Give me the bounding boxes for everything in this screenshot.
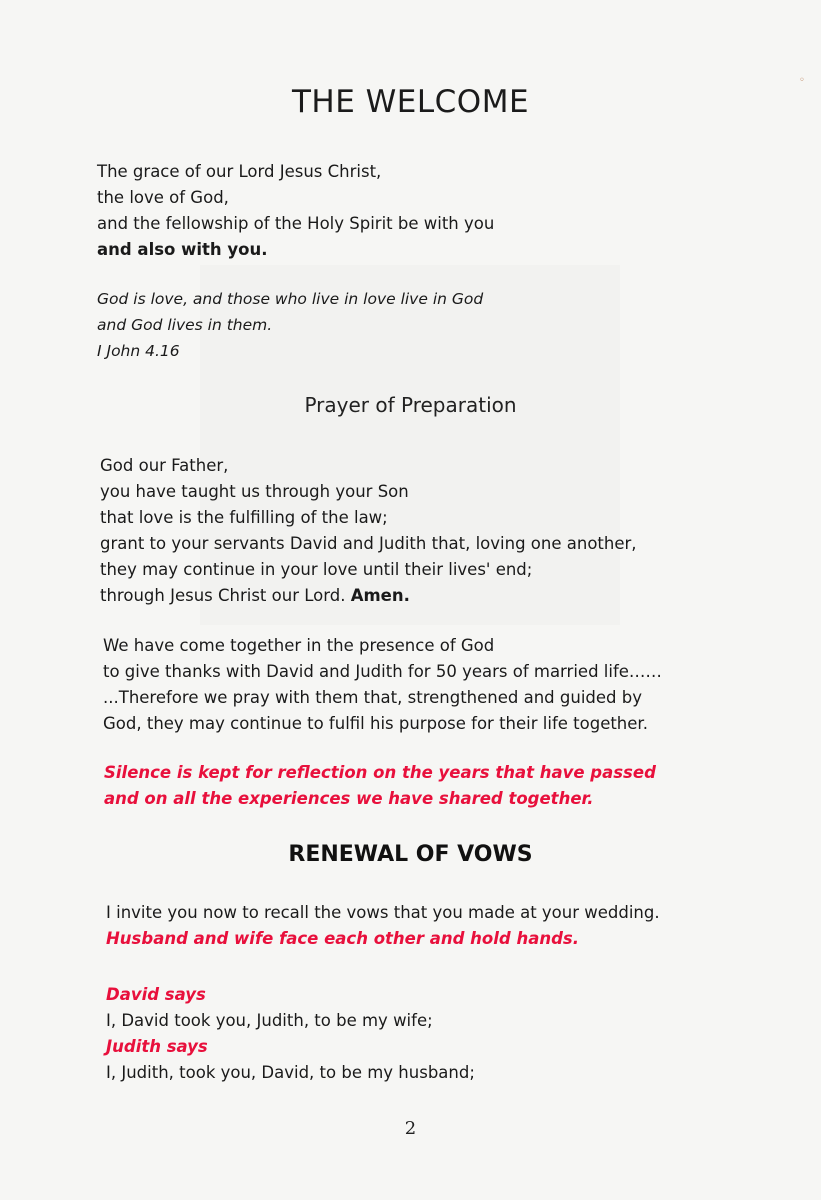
corner-mark-icon: ◦	[799, 75, 805, 86]
verse-block	[97, 286, 483, 364]
verse-line: God is love, and those who live in love live in God	[97, 290, 484, 308]
prayer-line: you have taught us through your Son	[100, 482, 409, 501]
grace-line: the love of God,	[97, 188, 229, 207]
grace-line: The grace of our Lord Jesus Christ,	[97, 162, 382, 181]
david-says-label: David says	[106, 985, 206, 1004]
prayer-block	[100, 453, 637, 609]
vows-block	[106, 982, 475, 1086]
grace-line: and the fellowship of the Holy Spirit be with you	[97, 214, 495, 233]
prayer-title: Prayer of Preparation	[304, 393, 517, 417]
gathering-line: We have come together in the presence of God	[103, 636, 495, 655]
page-number: 2	[404, 1118, 417, 1139]
prayer-line: they may continue in your love until their lives' end;	[100, 560, 533, 579]
renewal-title: RENEWAL OF VOWS	[288, 842, 533, 867]
invite-line: I invite you now to recall the vows that you made at your wedding.	[106, 903, 660, 922]
prayer-line: grant to your servants David and Judith that, loving one another,	[100, 534, 637, 553]
gathering-block	[103, 633, 662, 737]
prayer-line: God our Father,	[100, 456, 229, 475]
grace-block	[97, 159, 494, 263]
prayer-closing: through Jesus Christ our Lord.	[100, 586, 346, 605]
prayer-line: that love is the fulfilling of the law;	[100, 508, 388, 527]
david-vow-line: I, David took you, Judith, to be my wife;	[106, 1011, 433, 1030]
invite-block	[106, 900, 660, 952]
verse-line: and God lives in them.	[97, 316, 273, 334]
silence-line: Silence is kept for reflection on the years that have passed	[104, 763, 656, 782]
hands-rubric: Husband and wife face each other and hold hands.	[106, 929, 579, 948]
amen: Amen.	[350, 586, 410, 605]
grace-response: and also with you.	[97, 240, 268, 259]
gathering-line: to give thanks with David and Judith for 50 years of married life……	[103, 662, 662, 681]
verse-reference: I John 4.16	[97, 342, 180, 360]
gathering-line: ...Therefore we pray with them that, strengthened and guided by	[103, 688, 642, 707]
judith-vow-line: I, Judith, took you, David, to be my husband;	[106, 1063, 475, 1082]
gathering-line: God, they may continue to fulfil his purpose for their life together.	[103, 714, 648, 733]
judith-says-label: Judith says	[106, 1037, 208, 1056]
silence-line: and on all the experiences we have shared together.	[104, 789, 594, 808]
prayer-last-line	[100, 583, 637, 609]
welcome-title: THE WELCOME	[291, 84, 530, 120]
silence-rubric	[104, 760, 656, 812]
